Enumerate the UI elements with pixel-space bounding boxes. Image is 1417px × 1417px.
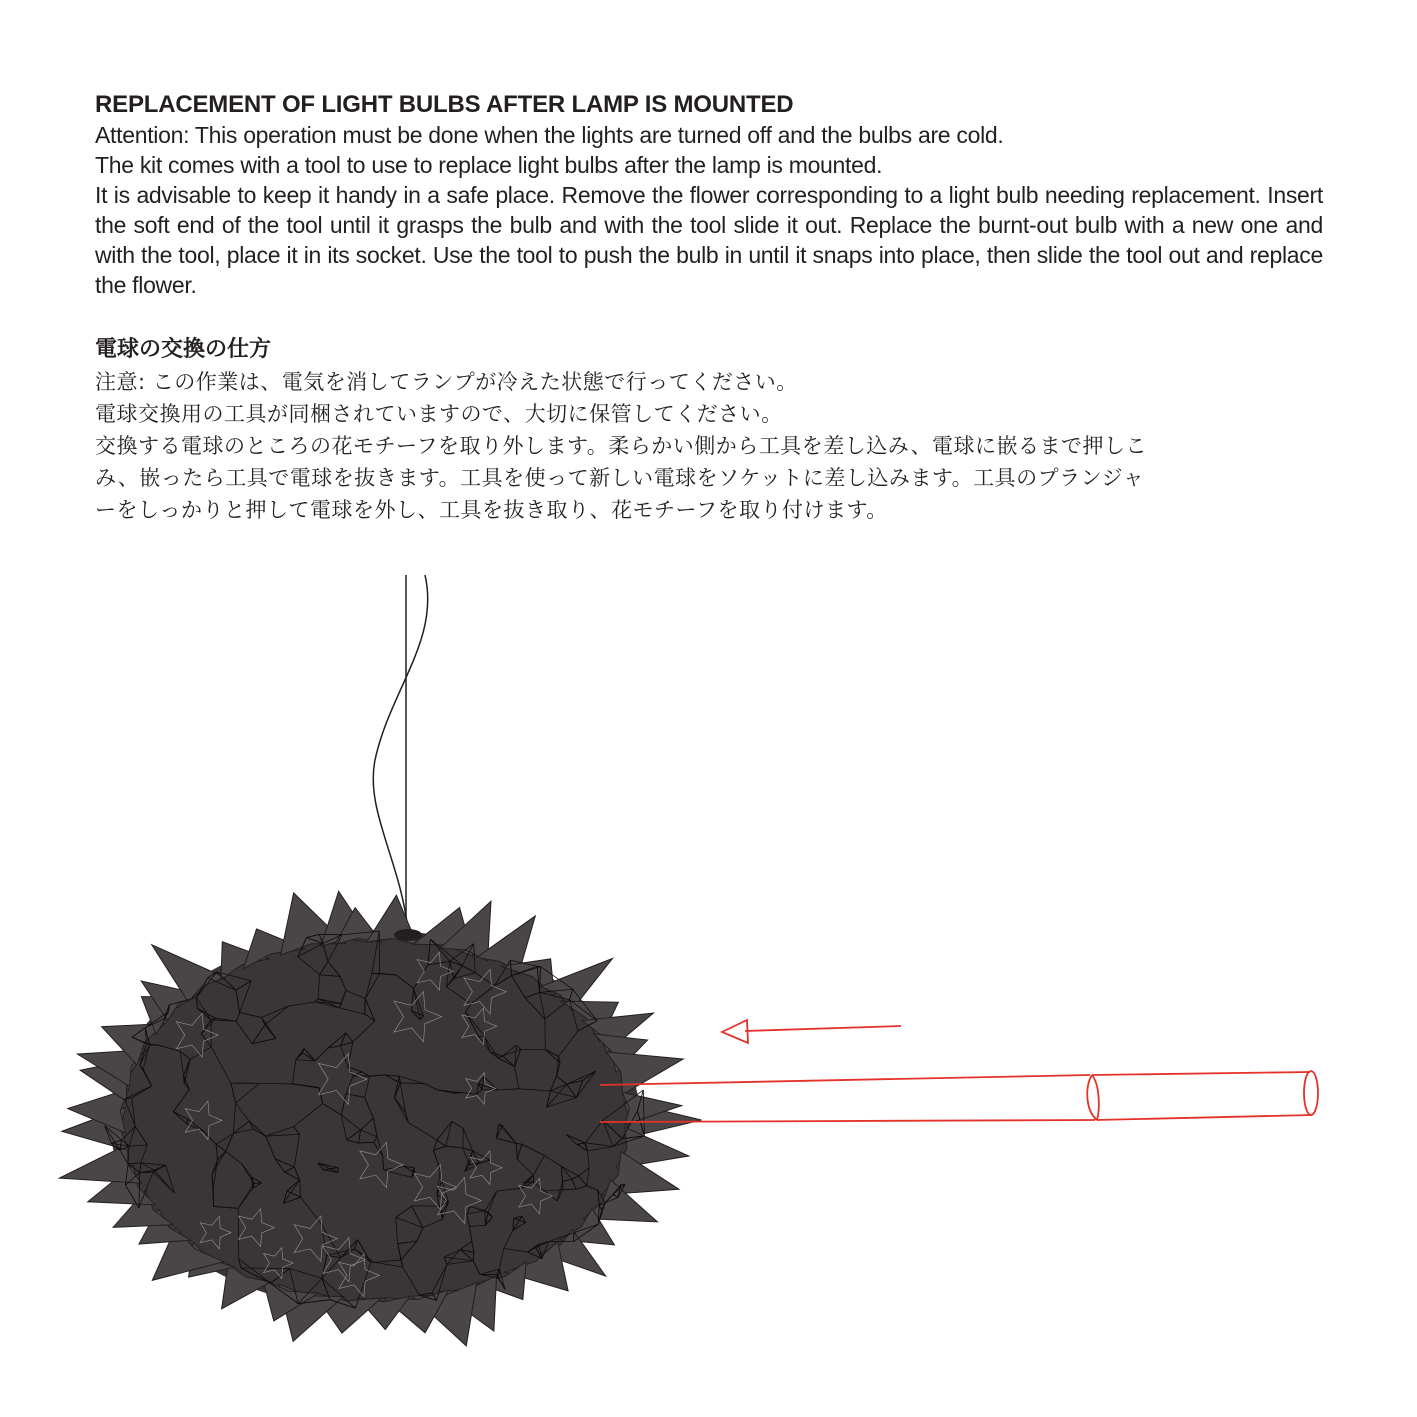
english-kit-note: The kit comes with a tool to use to replace light bulbs after the lamp is mounted. [95,152,883,178]
tool-grip-top [1092,1072,1310,1075]
japanese-steps-line-1: 交換する電球のところの花モチーフを取り外します。柔らかい側から工具を差し込み、電球に嵌るまで押しこ [95,434,1148,458]
lamp-canopy-joint [394,929,422,941]
japanese-steps-line-2: み、嵌ったら工具で電球を抜きます。工具を使って新しい電球をソケットに差し込みます。工具のプランジャ [95,466,1145,490]
tool-end-cap [1304,1071,1318,1115]
insert-direction-arrow [722,1020,901,1043]
english-steps: It is advisable to keep it handy in a safe place. Remove the flower corresponding to a light bulb needing replacement. Insert the soft end of the tool until it grasps the bulb and with the tool slide it out. Replace the burnt-out bulb with a new one and with the tool, place it in its socket. Use the tool to push the bulb in until it snaps into place, then slide the tool out and replace the flower. [95,182,1323,298]
arrow-shaft [745,1026,901,1031]
lamp-body [59,891,701,1346]
japanese-title: 電球の交換の仕方 [95,337,272,362]
tool-shaft-top [600,1075,1090,1085]
arrow-head [722,1020,748,1043]
english-attention: Attention: This operation must be done when the lights are turned off and the bulbs are cold. [95,122,1004,148]
japanese-attention: 注意: この作業は、電気を消してランプが冷えた状態で行ってください。 [95,370,798,394]
mesh-edge [187,1119,188,1124]
english-instructions [95,90,1323,300]
tool-grip-bottom [1097,1115,1312,1120]
english-title: REPLACEMENT OF LIGHT BULBS AFTER LAMP IS MOUNTED [95,91,794,118]
japanese-steps-line-3: ーをしっかりと押して電球を外し、工具を抜き取り、花モチーフを取り付けます。 [95,498,888,522]
lamp-illustration [0,560,1417,1360]
tool-step-right [1092,1075,1099,1120]
japanese-kit-note: 電球交換用の工具が同梱されていますので、大切に保管してください。 [95,402,783,426]
japanese-instructions [95,334,1323,526]
suspension-cables [373,575,428,930]
wavy-cable [373,575,428,930]
replacement-tool [600,1071,1318,1122]
